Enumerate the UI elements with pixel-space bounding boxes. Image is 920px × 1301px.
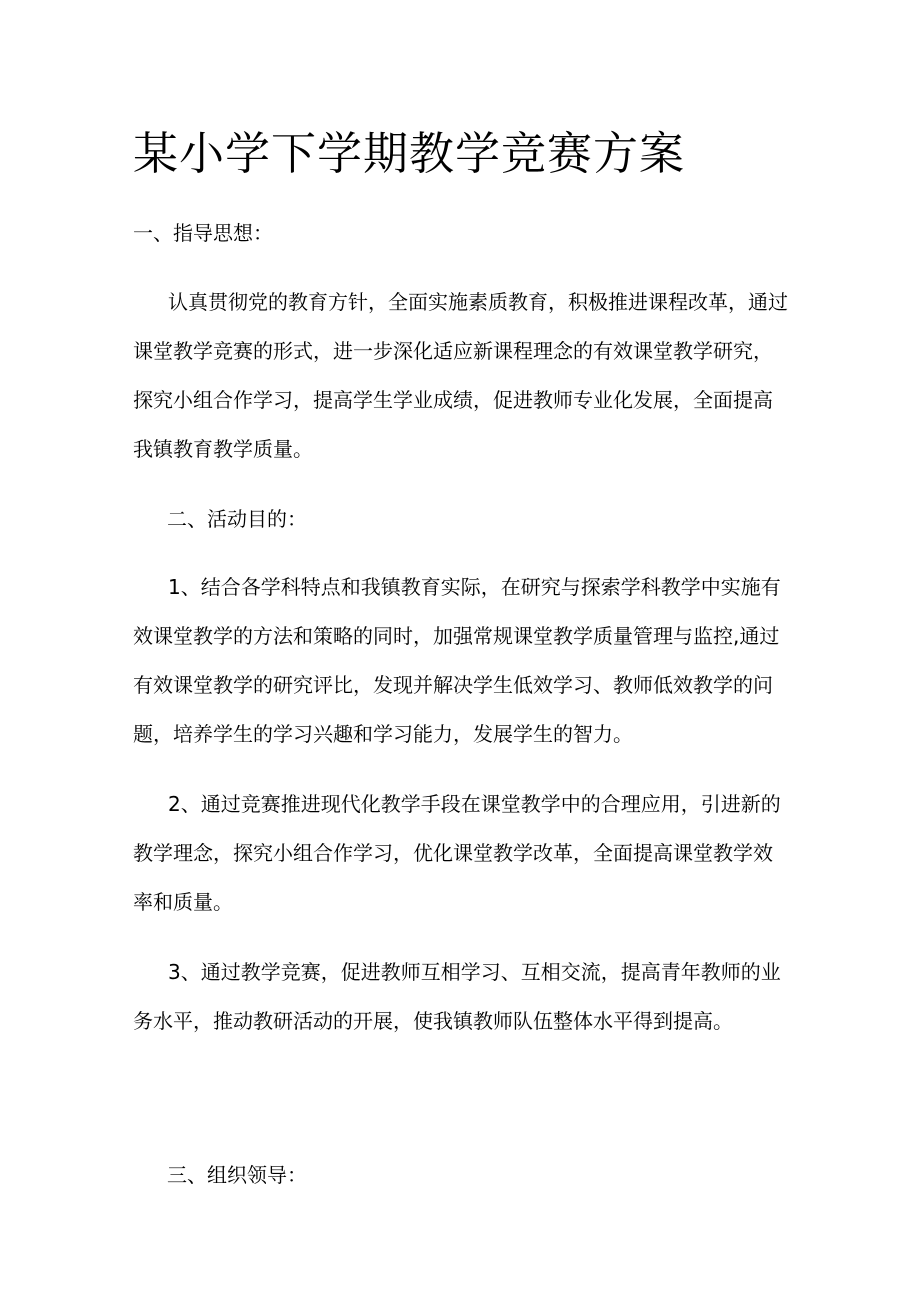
- section-heading-organization: 三、组织领导：: [167, 1163, 307, 1187]
- paragraph-line: 题，培养学生的学习兴趣和学习能力，发展学生的智力。: [133, 722, 633, 746]
- paragraph-line: 有效课堂教学的研究评比，发现并解决学生低效学习、教师低效教学的问: [133, 673, 773, 697]
- paragraph-line: 探究小组合作学习，提高学生学业成绩，促进教师专业化发展，全面提高: [133, 388, 773, 412]
- paragraph-guiding: [133, 278, 788, 474]
- paragraph-line: 3、通过教学竞赛，促进教师互相学习、互相交流，提高青年教师的业: [168, 960, 781, 984]
- paragraph-purpose-1: [133, 563, 781, 759]
- section-heading-guiding: 一、指导思想：: [133, 221, 273, 245]
- paragraph-purpose-2: [133, 780, 781, 927]
- paragraph-line: 效课堂教学的方法和策略的同时，加强常规课堂教学质量管理与监控,通过: [133, 624, 780, 648]
- paragraph-line: 率和质量。: [133, 890, 233, 914]
- paragraph-line: 课堂教学竞赛的形式，进一步深化适应新课程理念的有效课堂教学研究，: [133, 339, 773, 363]
- paragraph-purpose-3: [133, 948, 781, 1046]
- paragraph-line: 1、结合各学科特点和我镇教育实际，在研究与探索学科教学中实施有: [168, 575, 781, 599]
- document-title: 某小学下学期教学竞赛方案: [133, 127, 686, 180]
- paragraph-line: 认真贯彻党的教育方针，全面实施素质教育，积极推进课程改革，通过: [168, 290, 788, 314]
- paragraph-line: 2、通过竞赛推进现代化教学手段在课堂教学中的合理应用，引进新的: [168, 792, 781, 816]
- section-heading-purpose: 二、活动目的：: [167, 507, 307, 531]
- paragraph-line: 教学理念，探究小组合作学习，优化课堂教学改革，全面提高课堂教学效: [133, 841, 773, 865]
- paragraph-line: 务水平，推动教研活动的开展，使我镇教师队伍整体水平得到提高。: [133, 1009, 733, 1033]
- paragraph-line: 我镇教育教学质量。: [133, 437, 313, 461]
